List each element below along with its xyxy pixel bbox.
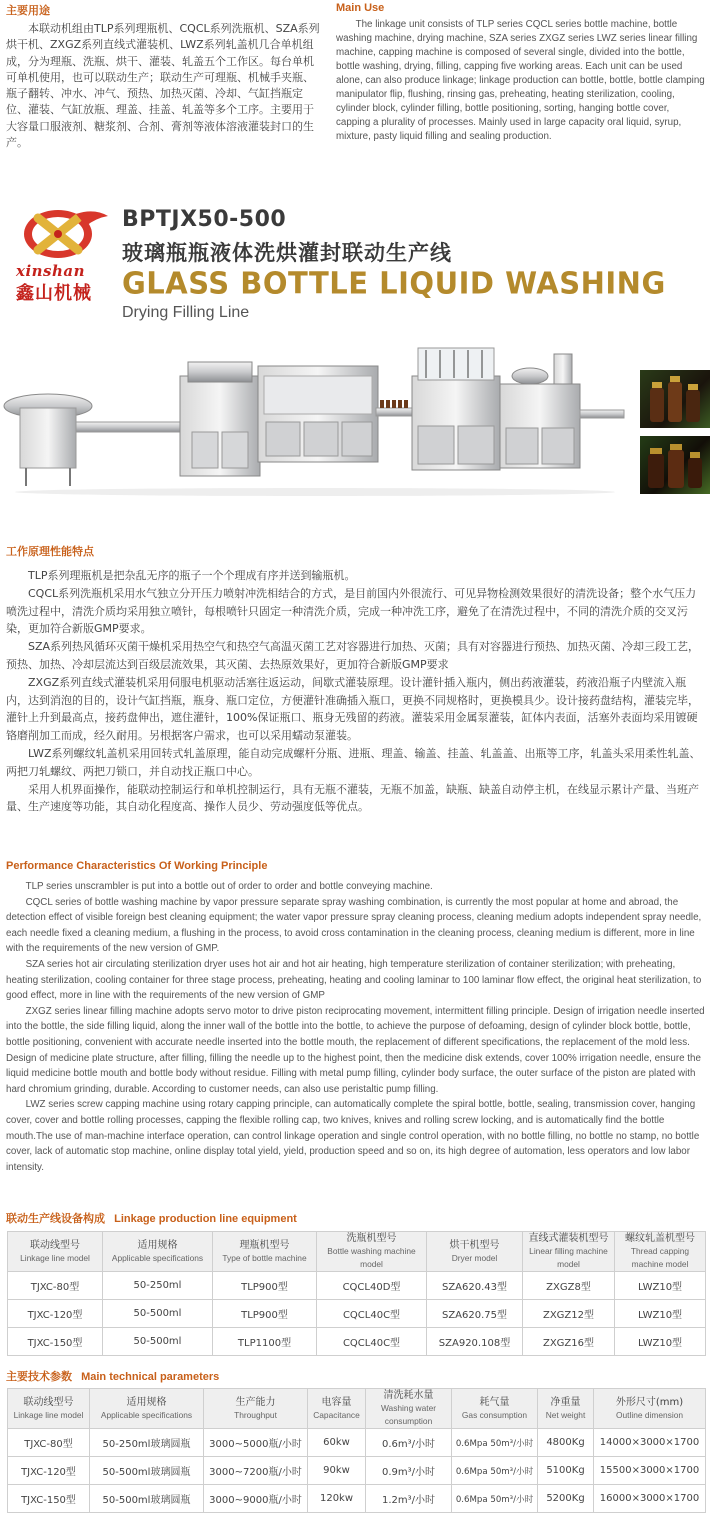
technical-heading: [6, 1365, 219, 1384]
table-cell: 60kw: [308, 1429, 366, 1457]
usage-cn-heading: 主要用途: [6, 4, 50, 17]
table-header: 联动线型号 Linkage line model: [8, 1389, 90, 1429]
table-header: 适用规格 Applicable specifications: [103, 1232, 213, 1272]
table-cell: ZXGZ12型: [523, 1300, 615, 1328]
table-header: 耗气量 Gas consumption: [452, 1389, 538, 1429]
table-cell: TLP900型: [213, 1272, 317, 1300]
table-row: [8, 1457, 706, 1485]
principle-cn-paragraph: LWZ系列螺纹轧盖机采用回转式轧盖原理，能自动完成螺杆分瓶、进瓶、理盖、输盖、挂盖、轧盖盖、出瓶等工序，轧盖头采用柔性轧盖、两把刀轧螺纹、两把刀锁口，并自动找正瓶口中心。: [6, 746, 701, 778]
usage-en-section: [336, 2, 706, 144]
principle-en-heading: Performance Characteristics Of Working Principle: [6, 860, 268, 872]
table-cell: LWZ10型: [615, 1272, 706, 1300]
subtitle-en: Drying Filling Line: [122, 304, 250, 321]
table-cell: 50-250ml: [103, 1272, 213, 1300]
production-line-illustration: [0, 336, 630, 498]
table-cell: 0.6Mpa 50m³/小时: [452, 1429, 538, 1457]
table-cell: SZA620.43型: [427, 1272, 523, 1300]
table-header: 烘干机型号 Dryer model: [427, 1232, 523, 1272]
table-header: 清洗耗水量 Washing water consumption: [366, 1389, 452, 1429]
principle-cn-paragraph: 采用人机界面操作，能联动控制运行和单机控制运行，具有无瓶不灌装，无瓶不加盖，缺瓶、缺盖自动停主机，在线显示累计产量、当班产量、生产速度等功能，其自动化程度高、操作人员少、劳动强度低等优点。: [6, 782, 699, 814]
principle-en-paragraph: CQCL series of bottle washing machine by vapor pressure separate spray washing combination, is currently the most popular at home and abroad, the detection effect of visible foreign best cleaning equipment; the water vapor pressure spray cleaning process, cleaning medium adopts independent spray needle, each needle fixed a cleaning medium, a flushing in the process, to avoid cross contamination in the cleaning process, cleaning medium is different, more in line with the requirements of the new version of GMP.: [6, 896, 702, 955]
product-photo-2: [640, 436, 710, 494]
table-cell: 50-500ml玻璃圆瓶: [90, 1485, 204, 1513]
equipment-heading-cn: 联动生产线设备构成: [6, 1212, 105, 1225]
table-cell: 15500×3000×1700: [594, 1457, 706, 1485]
table-cell: TJXC-80型: [8, 1429, 90, 1457]
table-cell: 4800Kg: [538, 1429, 594, 1457]
title-cn: 玻璃瓶瓶液体洗烘灌封联动生产线: [122, 241, 452, 265]
table-row: [8, 1328, 706, 1356]
table-row: [8, 1429, 706, 1457]
usage-en-body: The linkage unit consists of TLP series CQCL series bottle machine, bottle washing machine, drying machine, SZA series ZXGZ series LWZ series linear filling machine, capping machine is composed of several single, divided into the bottle, bottle washing, drying, filling, capping five working areas. Each unit can be used alone, can also produce linkage; linkage production can bottle, bottle, bottle clamping manipulator flip, flushing, rinsing gas, preheating, heating sterilization, cooling, cylinder block, cylinder filling, bottle positioning, sorting, hanging bottle cover, capping a plurality of processes. Mainly used in large capacity oral liquid, syrup, mixture, pasty liquid filling and sealing production.: [336, 19, 705, 142]
table-cell: TJXC-120型: [8, 1300, 103, 1328]
table-cell: TJXC-150型: [8, 1328, 103, 1356]
principle-en-body: [6, 879, 706, 1175]
brand-logo: [16, 204, 116, 304]
table-cell: ZXGZ16型: [523, 1328, 615, 1356]
principle-cn-section: [6, 543, 706, 816]
table-cell: SZA620.75型: [427, 1300, 523, 1328]
principle-en-paragraph: ZXGZ series linear filling machine adopts servo motor to drive piston reciprocating movement, intermittent filling principle. Design of irrigation needle inserted into the bottle, the side filling liquid, along the inner wall of the bottle into the bottle, to achieve the purpose of defoaming, design of cylinder block bottle, bottle, bottle positioning, convenient with accurate needle inserted into the bottle mouth, the replacement of different specifications, the replacement of the mold less. Design of medicine plate structure, after filling, filling the needle up to the highest point, then the medicine disk extends, cover 100% irrigation needle, ensure the liquid medicine bottle mouth and bottle body without residue. Filling with metal pump filling, cylinder body surface, the outer surface of the piston are plated with hard chromium grinding, durable. According to customer needs, can also use peristaltic pump filling.: [6, 1005, 705, 1095]
equipment-table: [7, 1231, 706, 1356]
table-cell: TLP1100型: [213, 1328, 317, 1356]
table-header-row: [8, 1389, 706, 1429]
table-cell: TJXC-80型: [8, 1272, 103, 1300]
table-cell: SZA920.108型: [427, 1328, 523, 1356]
table-header: 适用规格 Applicable specifications: [90, 1389, 204, 1429]
technical-heading-en: Main technical parameters: [81, 1371, 220, 1383]
table-cell: 5200Kg: [538, 1485, 594, 1513]
table-cell: 3000~7200瓶/小时: [204, 1457, 308, 1485]
table-header: 洗瓶机型号 Bottle washing machine model: [317, 1232, 427, 1272]
table-cell: TJXC-150型: [8, 1485, 90, 1513]
table-header: 电容量 Capacitance: [308, 1389, 366, 1429]
table-cell: 0.6Mpa 50m³/小时: [452, 1457, 538, 1485]
table-header-row: [8, 1232, 706, 1272]
principle-en-paragraph: TLP series unscrambler is put into a bottle out of order to order and bottle conveying machine.: [25, 881, 433, 892]
table-cell: CQCL40D型: [317, 1272, 427, 1300]
table-row: [8, 1272, 706, 1300]
table-header: 直线式灌装机型号 Linear filling machine model: [523, 1232, 615, 1272]
table-row: [8, 1485, 706, 1513]
principle-cn-body: [6, 567, 706, 816]
table-cell: 14000×3000×1700: [594, 1429, 706, 1457]
table-cell: 16000×3000×1700: [594, 1485, 706, 1513]
table-row: [8, 1300, 706, 1328]
table-cell: 0.6m³/小时: [366, 1429, 452, 1457]
principle-cn-paragraph: TLP系列理瓶机是把杂乱无序的瓶子一个个理成有序并送到输瓶机。: [28, 569, 356, 582]
principle-en-paragraph: SZA series hot air circulating sterilization dryer uses hot air and hot air heating, high temperature sterilization of container sterilization; with preheating, heating sterilization, cooling container for three stage process, preheating, heating and cooling laminar to 100 laminar flow effect, the original heat sterilization, to good effect, more in line with the requirements of the new version of GMP: [6, 958, 702, 1002]
table-cell: CQCL40C型: [317, 1328, 427, 1356]
usage-en-heading: Main Use: [336, 2, 385, 14]
title-en: GLASS BOTTLE LIQUID WASHING: [122, 265, 666, 301]
logo-text-cn: 鑫山机械: [16, 283, 92, 304]
usage-cn-body: 本联动机组由TLP系列理瓶机、CQCL系列洗瓶机、SZA系列烘干机、ZXGZ系列直线式灌装机、LWZ系列轧盖机几合单机组成，分为理瓶、洗瓶、烘干、灌装、轧盖五个工作区。每台单机可单机使用，也可以联动生产；联动生产可理瓶、机械手夹瓶、瓶子翻转、冲水、冲气、预热、加热灭菌、冷却、气缸挡瓶定位、灌装、气缸放瓶、理盖、挂盖、轧盖等多个工序。主要用于大容量口服液剂、糖浆剂、合剂、膏剂等液体溶液灌装封口的生产。: [6, 22, 320, 150]
table-header: 外形尺寸(mm) Outline dimension: [594, 1389, 706, 1429]
logo-text-en: xinshan: [16, 262, 86, 280]
principle-cn-paragraph: SZA系列热风循环灭菌干燥机采用热空气和热空气高温灭菌工艺对容器进行加热、灭菌；具有对容器进行预热、加热灭菌、冷却三段工艺，预热、加热、冷却层流达到百级层流效果，其灭菌、去热原效果好，更加符合新版GMP要求: [6, 640, 700, 671]
usage-cn-section: [6, 2, 324, 151]
table-cell: 90kw: [308, 1457, 366, 1485]
technical-heading-cn: 主要技术参数: [6, 1370, 72, 1383]
table-cell: LWZ10型: [615, 1328, 706, 1356]
principle-cn-paragraph: ZXGZ系列直线式灌装机采用伺服电机驱动活塞往返运动，间歇式灌装原理。设计灌针插入瓶内，侧出药液灌装，药液沿瓶子内壁流入瓶内，达到消泡的目的，设计气缸挡瓶，瓶身、瓶口定位，方便灌针准确插入瓶口，更换不同规格时，更换模具少。设计接药盘结构，灌装完毕，灌针上升到最高点，接药盘伸出，遮住灌针，100%保证瓶口、瓶身无残留的药液。灌装采用金属泵灌装，缸体内表面，活塞外表面均采用镀硬铬磨削加工而成，经久耐用。另根据客户需求，也可以采用蠕动泵灌装。: [6, 675, 699, 743]
table-cell: 3000~9000瓶/小时: [204, 1485, 308, 1513]
table-cell: TJXC-120型: [8, 1457, 90, 1485]
table-cell: TLP900型: [213, 1300, 317, 1328]
table-cell: 0.9m³/小时: [366, 1457, 452, 1485]
equipment-heading: [6, 1207, 297, 1226]
technical-table: [7, 1388, 706, 1513]
principle-cn-heading: 工作原理性能特点: [6, 545, 94, 558]
equipment-heading-en: Linkage production line equipment: [114, 1213, 297, 1225]
principle-cn-paragraph: CQCL系列洗瓶机采用水气独立分开压力喷射冲洗相结合的方式，是目前国内外很流行、可见异物检测效果很好的清洗设备；整个水气压力喷洗过程中，清洗介质均采用独立喷针，每根喷针只固定一种清洗介质，完成一种冲洗工序，避免了在清洗过程中，不同的清洗介质的交叉污染，更加符合新版GMP要求。: [6, 586, 697, 636]
table-header: 螺纹轧盖机型号 Thread capping machine model: [615, 1232, 706, 1272]
table-header: 净重量 Net weight: [538, 1389, 594, 1429]
table-header: 联动线型号 Linkage line model: [8, 1232, 103, 1272]
table-cell: 50-500ml: [103, 1328, 213, 1356]
table-cell: 5100Kg: [538, 1457, 594, 1485]
table-cell: 3000~5000瓶/小时: [204, 1429, 308, 1457]
table-cell: CQCL40C型: [317, 1300, 427, 1328]
logo-emblem-icon: [16, 204, 116, 262]
table-header: 理瓶机型号 Type of bottle machine: [213, 1232, 317, 1272]
table-cell: 50-250ml玻璃圆瓶: [90, 1429, 204, 1457]
table-cell: 50-500ml: [103, 1300, 213, 1328]
table-cell: 0.6Mpa 50m³/小时: [452, 1485, 538, 1513]
product-photo-1: [640, 370, 710, 428]
principle-en-paragraph: LWZ series screw capping machine using rotary capping principle, can automatically complete the spiral bottle, bottle, sealing, transmission cover, hanging cover, cover and bottle rolling processes, capping the flexible rolling cap, two knives, knives and rolling screw locking, and is automatically find the bottle mouth.The use of man-machine interface operation, can control linkage operation and single control operation, with no bottle filling, no bottle no stamp, no bottle cover, lack of automatic stop machine, online display total yield, yield, production speed and so on, its high degree of automation, less operators and low labor intensity.: [6, 1099, 700, 1173]
table-cell: 1.2m³/小时: [366, 1485, 452, 1513]
table-cell: 120kw: [308, 1485, 366, 1513]
table-cell: 50-500ml玻璃圆瓶: [90, 1457, 204, 1485]
table-header: 生产能力 Throughput: [204, 1389, 308, 1429]
table-cell: ZXGZ8型: [523, 1272, 615, 1300]
table-cell: LWZ10型: [615, 1300, 706, 1328]
principle-en-section: [6, 860, 706, 1175]
model-number: BPTJX50-500: [122, 207, 287, 232]
